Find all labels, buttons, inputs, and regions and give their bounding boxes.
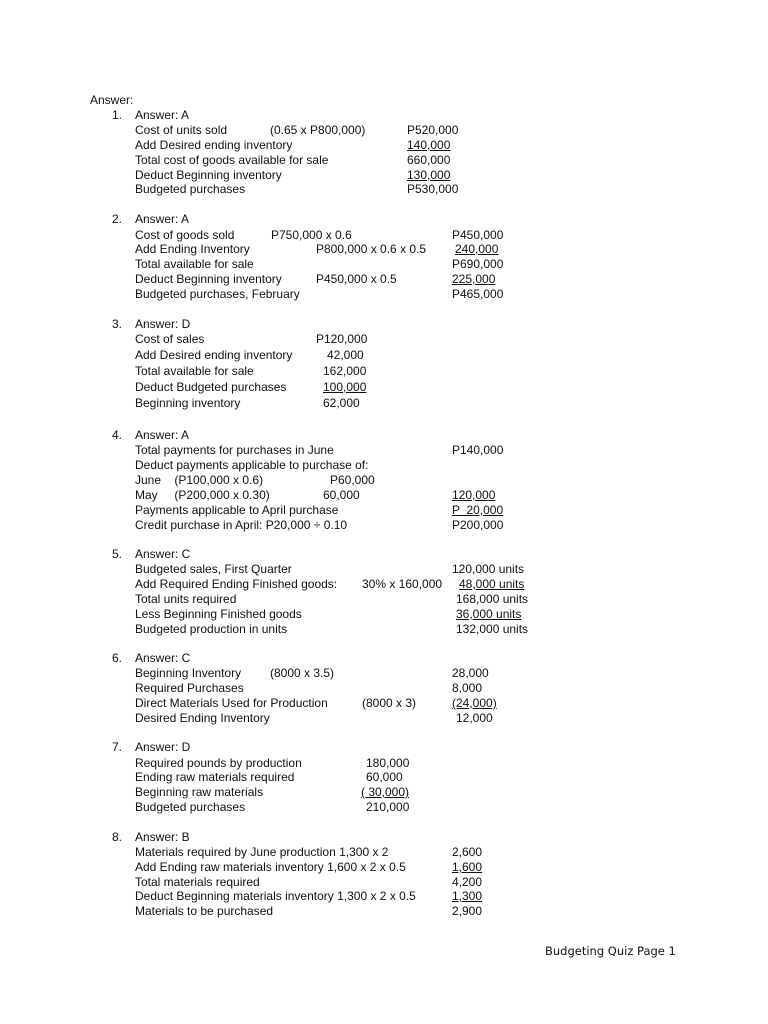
- answer-choice: Answer: A: [135, 212, 190, 226]
- line-calc: (8000 x 3.5): [270, 666, 335, 680]
- line-amount: 140,000: [407, 138, 451, 152]
- line-label: June (P100,000 x 0.6): [135, 473, 264, 487]
- line-amount: P690,000: [452, 257, 504, 271]
- line-label: Direct Materials Used for Production: [135, 696, 328, 710]
- answer-choice: Answer: A: [135, 108, 190, 122]
- line-amount: 28,000: [452, 666, 489, 680]
- line-amount: 1,300: [452, 889, 483, 903]
- line-amount: 48,000 units: [459, 577, 525, 591]
- line-label: Budgeted sales, First Quarter: [135, 562, 292, 576]
- line-label: Deduct Beginning inventory: [135, 272, 282, 286]
- line-label: Add Desired ending inventory: [135, 348, 293, 362]
- line-label: Beginning inventory: [135, 396, 241, 410]
- item-number: 7.: [112, 740, 123, 754]
- line-calc: 30% x 160,000: [362, 577, 443, 591]
- line-subamount: P60,000: [330, 473, 375, 487]
- line-amount: 132,000 units: [456, 622, 529, 636]
- answer-choice: Answer: D: [135, 740, 191, 754]
- line-amount: 1,600: [452, 860, 483, 874]
- answer-choice: Answer: A: [135, 428, 190, 442]
- item-number: 2.: [112, 212, 123, 226]
- answer-choice: Answer: B: [135, 830, 190, 844]
- line-amount: ( 30,000): [361, 785, 410, 799]
- line-label: Budgeted purchases: [135, 182, 246, 196]
- line-label: Budgeted production in units: [135, 622, 288, 636]
- line-amount: 240,000: [455, 242, 499, 256]
- item-number: 1.: [112, 108, 123, 122]
- line-label: Beginning raw materials: [135, 785, 264, 799]
- line-label: Add Desired ending inventory: [135, 138, 293, 152]
- line-label: Beginning Inventory: [135, 666, 242, 680]
- line-label: Credit purchase in April: P20,000 ÷ 0.10: [135, 518, 348, 532]
- line-label: Materials to be purchased: [135, 904, 274, 918]
- line-label: Deduct payments applicable to purchase of:: [135, 458, 369, 472]
- line-subamount: 60,000: [323, 488, 360, 502]
- line-calc: P450,000 x 0.5: [316, 272, 397, 286]
- line-amount: 225,000: [452, 272, 496, 286]
- line-amount: 210,000: [366, 800, 410, 814]
- line-label: Total units required: [135, 592, 237, 606]
- line-label: Add Ending Inventory: [135, 242, 250, 256]
- item-number: 5.: [112, 547, 123, 561]
- line-amount: P120,000: [316, 332, 368, 346]
- line-label: Cost of units sold: [135, 123, 228, 137]
- item-number: 3.: [112, 317, 123, 331]
- line-label: Cost of goods sold: [135, 228, 235, 242]
- line-label: Cost of sales: [135, 332, 205, 346]
- line-label: Deduct Beginning materials inventory 1,300 x 2 x 0.5: [135, 889, 416, 903]
- line-label: Required Purchases: [135, 681, 244, 695]
- line-amount: 180,000: [366, 756, 410, 770]
- line-label: May (P200,000 x 0.30): [135, 488, 270, 502]
- line-amount: 2,900: [452, 904, 483, 918]
- line-label: Total available for sale: [135, 257, 254, 271]
- line-amount: 100,000: [323, 380, 367, 394]
- line-amount: 36,000 units: [456, 607, 522, 621]
- line-amount: P450,000: [452, 228, 504, 242]
- line-calc: P800,000 x 0.6 x 0.5: [316, 242, 427, 256]
- line-calc: (0.65 x P800,000): [270, 123, 366, 137]
- line-label: Total cost of goods available for sale: [135, 153, 329, 167]
- line-amount: (24,000): [452, 696, 497, 710]
- line-label: Total payments for purchases in June: [135, 443, 334, 457]
- line-amount: 120,000 units: [452, 562, 525, 576]
- line-label: Add Ending raw materials inventory 1,600 x 2 x 0.5: [135, 860, 406, 874]
- line-label: Materials required by June production 1,300 x 2: [135, 845, 389, 859]
- line-amount: P530,000: [407, 182, 459, 196]
- line-amount: 12,000: [456, 711, 493, 725]
- line-amount: 660,000: [407, 153, 451, 167]
- line-label: Deduct Budgeted purchases: [135, 380, 287, 394]
- line-label: Budgeted purchases: [135, 800, 246, 814]
- line-label: Desired Ending Inventory: [135, 711, 270, 725]
- line-calc: (8000 x 3): [362, 696, 417, 710]
- line-amount: 2,600: [452, 845, 483, 859]
- item-number: 8.: [112, 830, 123, 844]
- line-amount: 4,200: [452, 875, 483, 889]
- line-amount: 120,000: [452, 488, 496, 502]
- line-calc: P750,000 x 0.6: [271, 228, 352, 242]
- answer-choice: Answer: D: [135, 317, 191, 331]
- line-label: Budgeted purchases, February: [135, 287, 300, 301]
- item-number: 4.: [112, 428, 123, 442]
- line-label: Total available for sale: [135, 364, 254, 378]
- page-footer: Budgeting Quiz Page 1: [545, 944, 676, 958]
- line-amount: 130,000: [407, 168, 451, 182]
- line-label: Total materials required: [135, 875, 260, 889]
- line-amount: P200,000: [452, 518, 504, 532]
- answers-heading: Answer:: [90, 93, 134, 107]
- item-number: 6.: [112, 651, 123, 665]
- line-amount: 168,000 units: [456, 592, 529, 606]
- line-amount: P520,000: [407, 123, 459, 137]
- line-amount: 62,000: [323, 396, 360, 410]
- line-amount: 162,000: [323, 364, 367, 378]
- answer-choice: Answer: C: [135, 651, 191, 665]
- line-label: Deduct Beginning inventory: [135, 168, 282, 182]
- line-amount: P140,000: [452, 443, 504, 457]
- line-label: Add Required Ending Finished goods:: [135, 577, 338, 591]
- line-label: Less Beginning Finished goods: [135, 607, 302, 621]
- line-amount: 8,000: [452, 681, 483, 695]
- answer-choice: Answer: C: [135, 547, 191, 561]
- line-label: Payments applicable to April purchase: [135, 503, 339, 517]
- line-amount: P465,000: [452, 287, 504, 301]
- line-amount: 60,000: [366, 770, 403, 784]
- line-amount: 42,000: [327, 348, 364, 362]
- line-amount: P 20,000: [452, 503, 504, 517]
- line-label: Ending raw materials required: [135, 770, 295, 784]
- line-label: Required pounds by production: [135, 756, 302, 770]
